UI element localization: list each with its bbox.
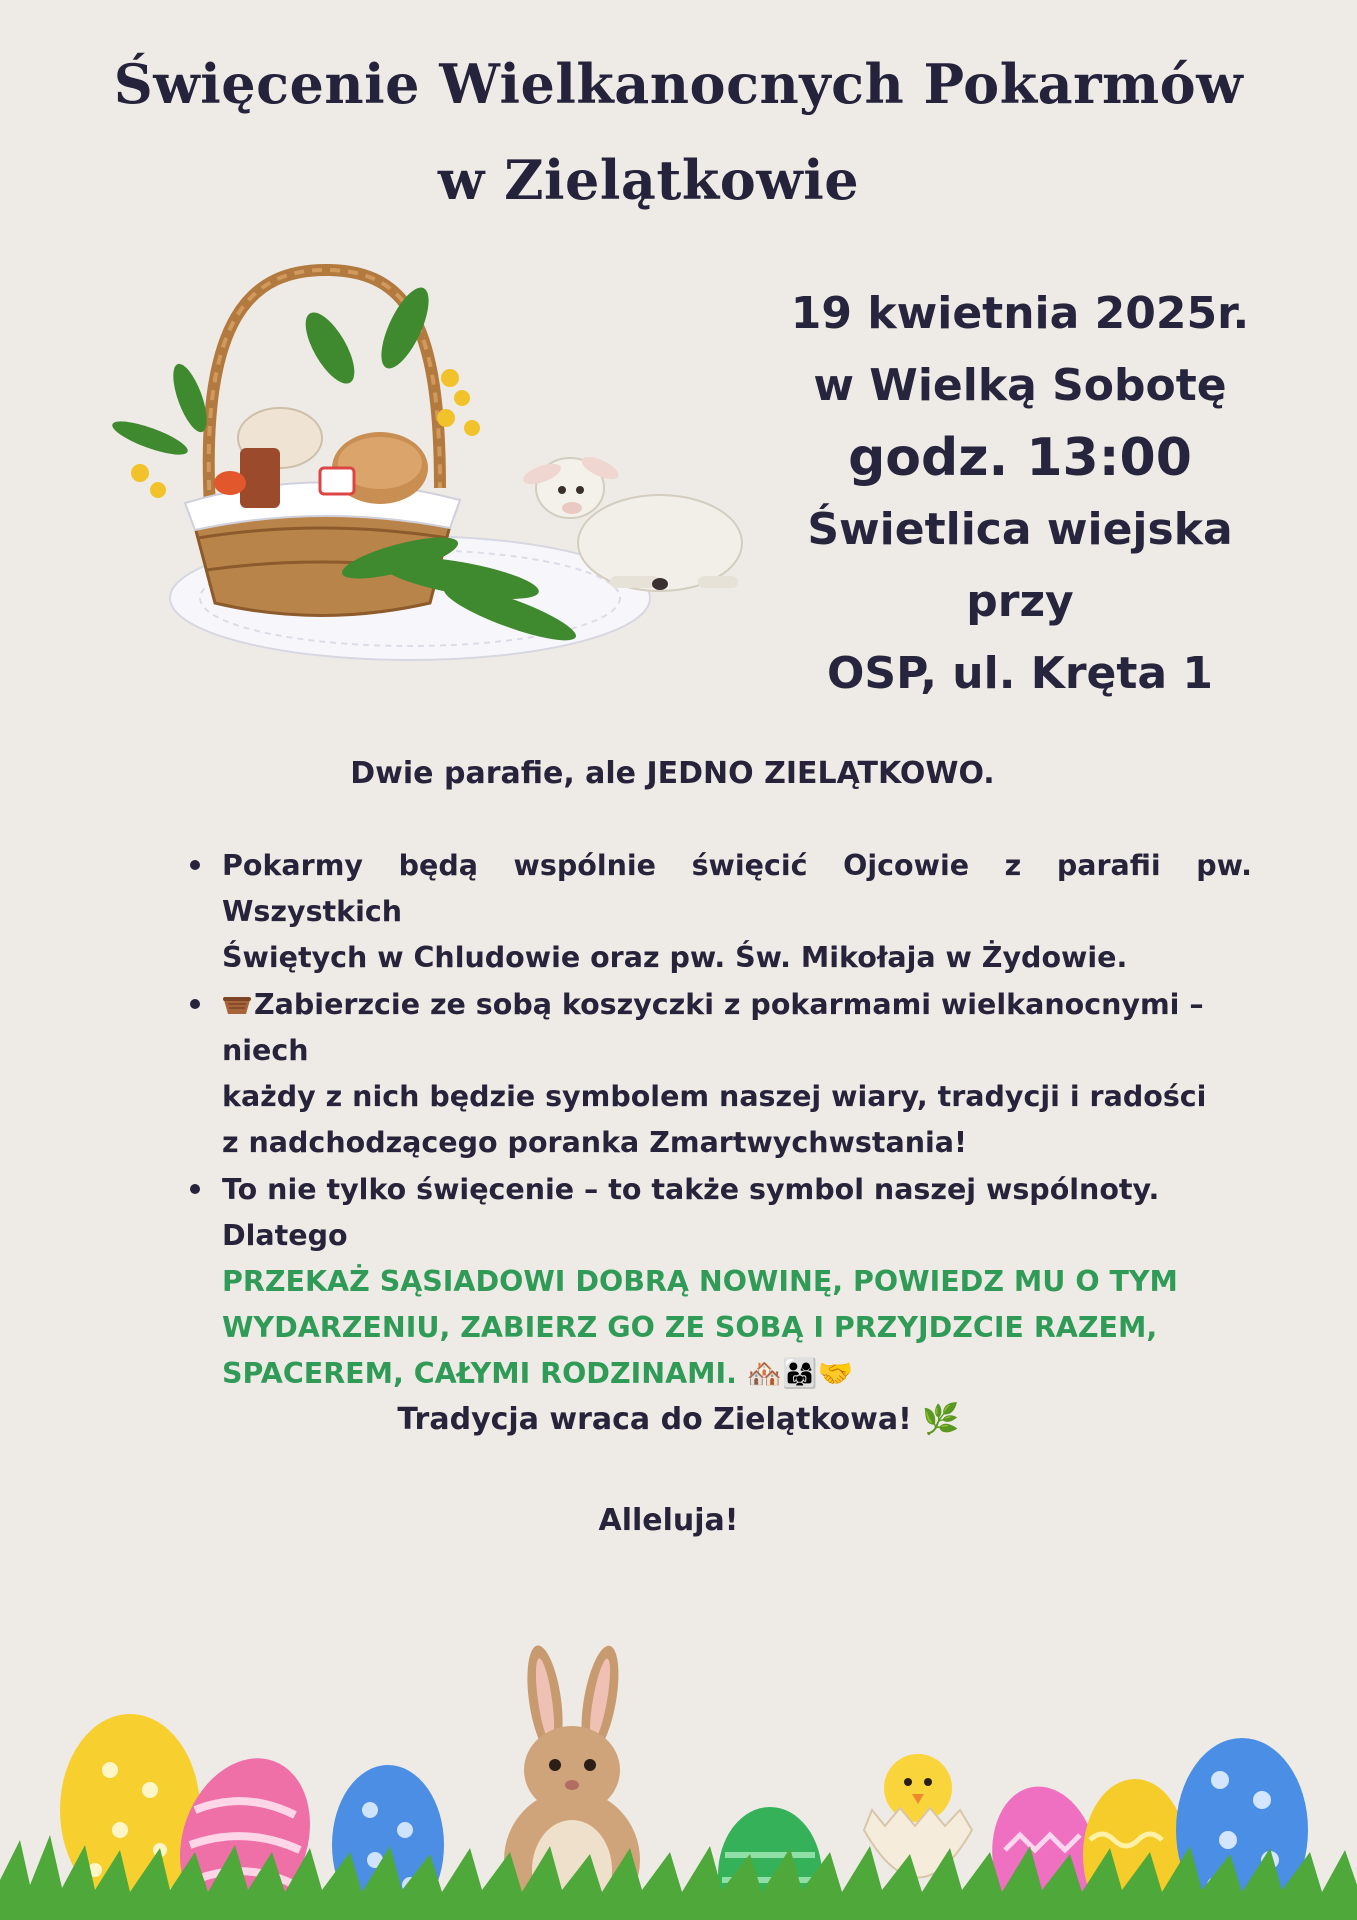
poster-title-line2: w Zielątkowie [437, 148, 860, 212]
event-time: godz. 13:00 [848, 428, 1192, 488]
event-day: w Wielką Sobotę [813, 360, 1227, 411]
event-date: 19 kwietnia 2025r. [790, 288, 1250, 339]
easter-basket-illustration [80, 258, 760, 678]
bullet2-line1: Zabierzcie ze sobą koszyczki z pokarmami wielkanocnymi – niech [222, 988, 1204, 1067]
bullet1-line2: Świętych w Chludowie oraz pw. Św. Mikołaja w Żydowie. [222, 941, 1128, 974]
bullet3-line4: SPACEREM, CAŁYMI RODZINAMI. 🏘️👨‍👩‍👧🤝 [222, 1357, 854, 1390]
chick-illustration [864, 1754, 972, 1878]
easter-eggs-illustration [0, 1640, 1357, 1920]
bullet3-line1: To nie tylko święcenie – to także symbol naszej wspólnoty. Dlatego [222, 1173, 1160, 1252]
event-place-line1: Świetlica wiejska przy [807, 504, 1233, 627]
bullet-dot [190, 860, 200, 870]
bullet-dot [190, 1184, 200, 1194]
bullet-dot [190, 999, 200, 1009]
tradition-line: Tradycja wraca do Zielątkowa! 🌿 [397, 1402, 960, 1437]
bullet2-line2: każdy z nich będzie symbolem naszej wiary, tradycji i radości [222, 1080, 1207, 1113]
event-place-line2: OSP, ul. Kręta 1 [826, 648, 1214, 699]
alleluja-line: Alleluja! [598, 1503, 739, 1538]
poster-title-line1: Święcenie Wielkanocnych Pokarmów [113, 52, 1244, 116]
bullet1-line1: Pokarmy będą wspólnie święcić Ojcowie z parafii pw. Wszystkich [222, 849, 1252, 928]
bullet3-line3: WYDARZENIU, ZABIERZ GO ZE SOBĄ I PRZYJDZCIE RAZEM, [222, 1311, 1158, 1344]
basket-emoji-icon [222, 994, 252, 1016]
bullet2-line3: z nadchodzącego poranka Zmartwychwstania! [222, 1126, 968, 1159]
intro-line: Dwie parafie, ale JEDNO ZIELĄTKOWO. [350, 756, 995, 791]
bullet3-line2: PRZEKAŻ SĄSIADOWI DOBRĄ NOWINĘ, POWIEDZ MU O TYM [222, 1265, 1178, 1298]
